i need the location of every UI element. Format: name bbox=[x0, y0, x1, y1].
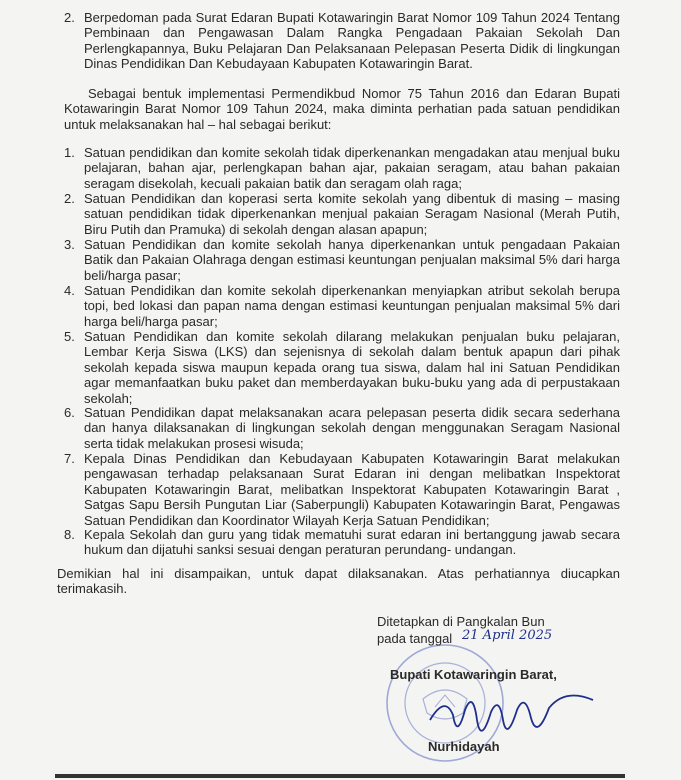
list-number: 2. bbox=[64, 10, 75, 25]
signature-date: 21 April 2025 bbox=[462, 628, 553, 643]
list-number: 7. bbox=[64, 451, 75, 466]
list-item bbox=[64, 283, 620, 329]
signature-place: Ditetapkan di Pangkalan Bun bbox=[377, 614, 545, 629]
list-text: Kepala Sekolah dan guru yang tidak mematuhi surat edaran ini bertanggung jawab secara hukum dan dijatuhi sanksi sesuai dengan peraturan perundang- undangan. bbox=[84, 527, 620, 558]
list-text: Berpedoman pada Surat Edaran Bupati Kotawaringin Barat Nomor 109 Tahun 2024 Tentang Pembinaan dan Pengawasan Dalam Rangka Pengadaan Pakaian Sekolah Dan Perlengkapannya, Buku Pelajaran Dan Pelaksanaan Pelepasan Peserta Didik di lingkungan Dinas Pendidikan Dan Kebudayaan Kabupaten Kotawaringin Barat. bbox=[84, 10, 620, 72]
bottom-divider bbox=[55, 774, 625, 778]
list-text: Satuan Pendidikan dan komite sekolah dilarang melakukan penjualan buku pelajaran, Lembar Kerja Siswa (LKS) dan sejenisnya di sekolah dalam bentuk apapun dari pihak sekolah kepada siswa maupun kepada orang tua siswa, dalam hal ini Satuan Pendidikan agar memanfaatkan buku paket dan memberdayakan buku-buku yang ada di perpustakaan sekolah; bbox=[84, 329, 620, 406]
list-text: Satuan pendidikan dan komite sekolah tidak diperkenankan mengadakan atau menjual buku pelajaran, bahan ajar, perlengkapan bahan ajar, pakaian seragam, atau bahan pakaian seragam disekolah, kecuali pakaian batik dan seragam olah raga; bbox=[84, 145, 620, 191]
list-item bbox=[64, 329, 620, 406]
signatory-title: Bupati Kotawaringin Barat, bbox=[390, 667, 557, 682]
list-text: Satuan Pendidikan dan komite sekolah hanya diperkenankan untuk pengadaan Pakaian Batik dan Pakaian Olahraga dengan estimasi keuntungan penjualan maksimal 5% dari harga beli/harga pasar; bbox=[84, 237, 620, 283]
list-item bbox=[64, 527, 620, 558]
list-number: 6. bbox=[64, 405, 75, 420]
list-item bbox=[64, 405, 620, 451]
list-text: Satuan Pendidikan dan koperasi serta komite sekolah yang dibentuk di masing – masing satuan pendidikan tidak diperkenankan menjual pakaian Seragam Nasional (Merah Putih, Biru Putih dan Pramuka) di sekolah dengan alasan apapun; bbox=[84, 191, 620, 237]
list-text: Satuan Pendidikan dan komite sekolah diperkenankan menyiapkan atribut sekolah berupa topi, bed lokasi dan papan nama dengan estimasi keuntungan penjualan maksimal 5% dari harga beli/harga pasar; bbox=[84, 283, 620, 329]
list-number: 5. bbox=[64, 329, 75, 344]
list-text: Kepala Dinas Pendidikan dan Kebudayaan Kabupaten Kotawaringin Barat melakukan pengawasan terhadap pelaksanaan Surat Edaran ini dengan melibatkan Inspektorat Kabupaten Kotawaringin Barat, melibatkan Inspektorat Kabupaten Kotawaringin Barat , Satgas Sapu Bersih Pungutan Liar (Saberpungli) Kabupaten Kotawaringin Barat, Pengawas Satuan Pendidikan dan Koordinator Wilayah Kerja Satuan Pendidikan; bbox=[84, 451, 620, 528]
list-number: 2. bbox=[64, 191, 75, 206]
signatory-name: Nurhidayah bbox=[428, 739, 500, 754]
list-number: 4. bbox=[64, 283, 75, 298]
signature-date-label: pada tanggal bbox=[377, 631, 453, 646]
list-item bbox=[64, 191, 620, 237]
closing-paragraph: Demikian hal ini disampaikan, untuk dapat dilaksanakan. Atas perhatiannya diucapkan terimakasih. bbox=[57, 566, 620, 597]
list-number: 3. bbox=[64, 237, 75, 252]
list-number: 8. bbox=[64, 527, 75, 542]
list-item bbox=[64, 451, 620, 528]
list-number: 1. bbox=[64, 145, 75, 160]
list-item-2-prev bbox=[64, 10, 620, 72]
list-text: Satuan Pendidikan dapat melaksanakan acara pelepasan peserta didik secara sederhana dan hanya dilaksanakan di lingkungan sekolah dengan menggunakan Seragam Nasional serta tidak melakukan prosesi wisuda; bbox=[84, 405, 620, 451]
list-item bbox=[64, 237, 620, 283]
intro-paragraph: Sebagai bentuk implementasi Permendikbud Nomor 75 Tahun 2016 dan Edaran Bupati Kotawaringin Barat Nomor 109 Tahun 2024, maka diminta perhatian pada satuan pendidikan untuk melaksanakan hal – hal sebagai berikut: bbox=[64, 86, 620, 132]
list-item bbox=[64, 145, 620, 191]
